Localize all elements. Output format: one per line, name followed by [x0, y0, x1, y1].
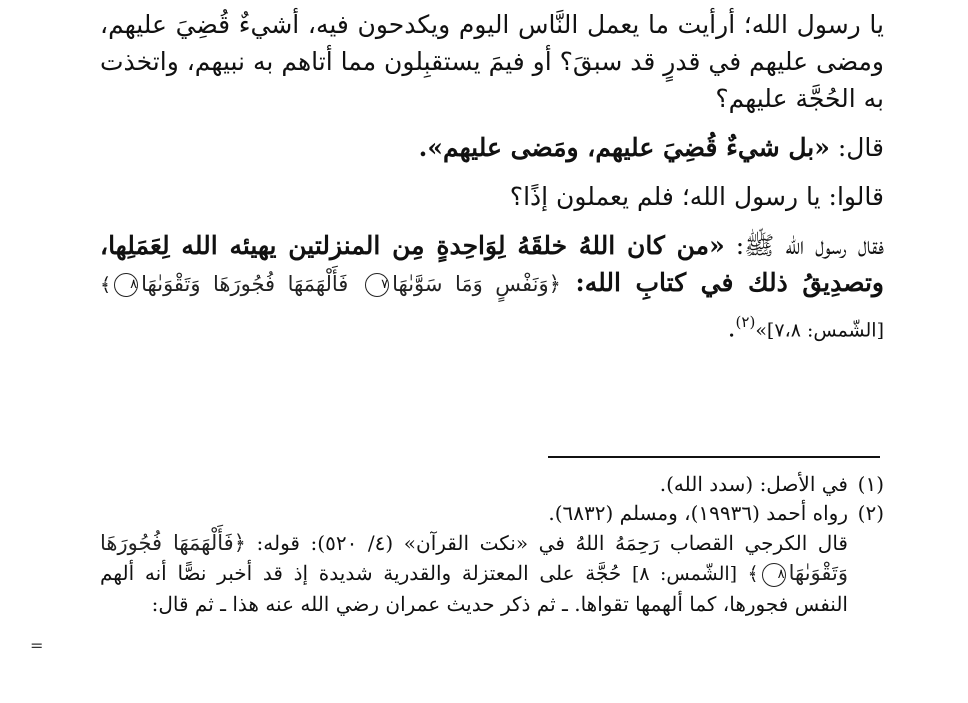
footnote-1: [100, 470, 884, 499]
ayah-number-8: ٨: [114, 273, 138, 297]
footnote-2-number: (٢): [857, 501, 884, 525]
surah-reference: ﴾ [الشّمس: ٧،٨]»: [100, 274, 884, 342]
footnotes: [100, 470, 884, 619]
commentary-ayah-number: ٨: [762, 563, 786, 587]
commentary-body: حُجَّة على المعتزلة والقدرية شديدة إذ قد أخبر نصًّا أنه ألهم النفس فجورها، كما ألهمها تقواها. ـ ثم ذكر حديث عمران رضي الله عنه هذا ـ ثم قال:: [100, 561, 848, 616]
main-text: [100, 6, 884, 349]
footnote-2-commentary: [100, 528, 884, 619]
paragraph-answer: [100, 129, 884, 166]
quran-verse-8: فَأَلْهَمَهَا فُجُورَهَا وَتَقْوَىٰهَا: [141, 272, 349, 296]
commentary-reference: ﴾ [الشّمس: ٨]: [632, 563, 759, 585]
answer-quote: «بل شيءٌ قُضِيَ عليهم، ومَضى عليهم».: [418, 133, 830, 162]
reply-lead: فقال رسول الله ﷺ:: [724, 231, 884, 260]
footnote-1-number: (١): [857, 472, 884, 496]
footnote-2: [100, 499, 884, 528]
footnote-1-text: في الأصل: (سدد الله).: [659, 472, 848, 496]
answer-lead: قال:: [829, 133, 884, 162]
paragraph-question: يا رسول الله؛ أرأيت ما يعمل النَّاس اليوم ويكدحون فيه، أشيءٌ قُضِيَ عليهم، ومضى عليهم في قدرٍ قد سبقَ؟ أو فيمَ يستقبِلون مما أتاهم به نبيهم، واتخذت به الحُجَّة عليهم؟: [100, 10, 884, 113]
quran-verse-7: ﴿وَنَفْسٍ وَمَا سَوَّىٰهَا: [392, 272, 561, 296]
footnote-separator: [548, 456, 880, 458]
commentary-verse: ﴿فَأَلْهَمَهَا فُجُورَهَا وَتَقْوَىٰهَا: [100, 531, 848, 585]
footnote-2-text: رواه أحمد (١٩٩٣٦)، ومسلم (٦٨٣٢).: [548, 501, 848, 525]
reply-quote: «من كان اللهُ خلقَهُ لِوَاحِدةٍ مِن المنزلتين يهيئه الله لِعَمَلِها، وتصدِيقُ ذلك في كتابِ الله:: [100, 231, 884, 297]
sentence-end: .: [727, 313, 736, 343]
commentary-intro: قال الكرجي القصاب رَحِمَهُ اللهُ في «نكت القرآن» (٤/ ٥٢٠): قوله:: [245, 531, 848, 555]
paragraph-prophet-reply: [100, 227, 884, 349]
continuation-mark: =: [30, 636, 44, 655]
ayah-number-7: ٧: [365, 273, 389, 297]
paragraph-followup-question: قالوا: يا رسول الله؛ فلم يعملون إذًا؟: [509, 182, 884, 211]
footnote-marker-2[interactable]: (٢): [735, 313, 756, 331]
